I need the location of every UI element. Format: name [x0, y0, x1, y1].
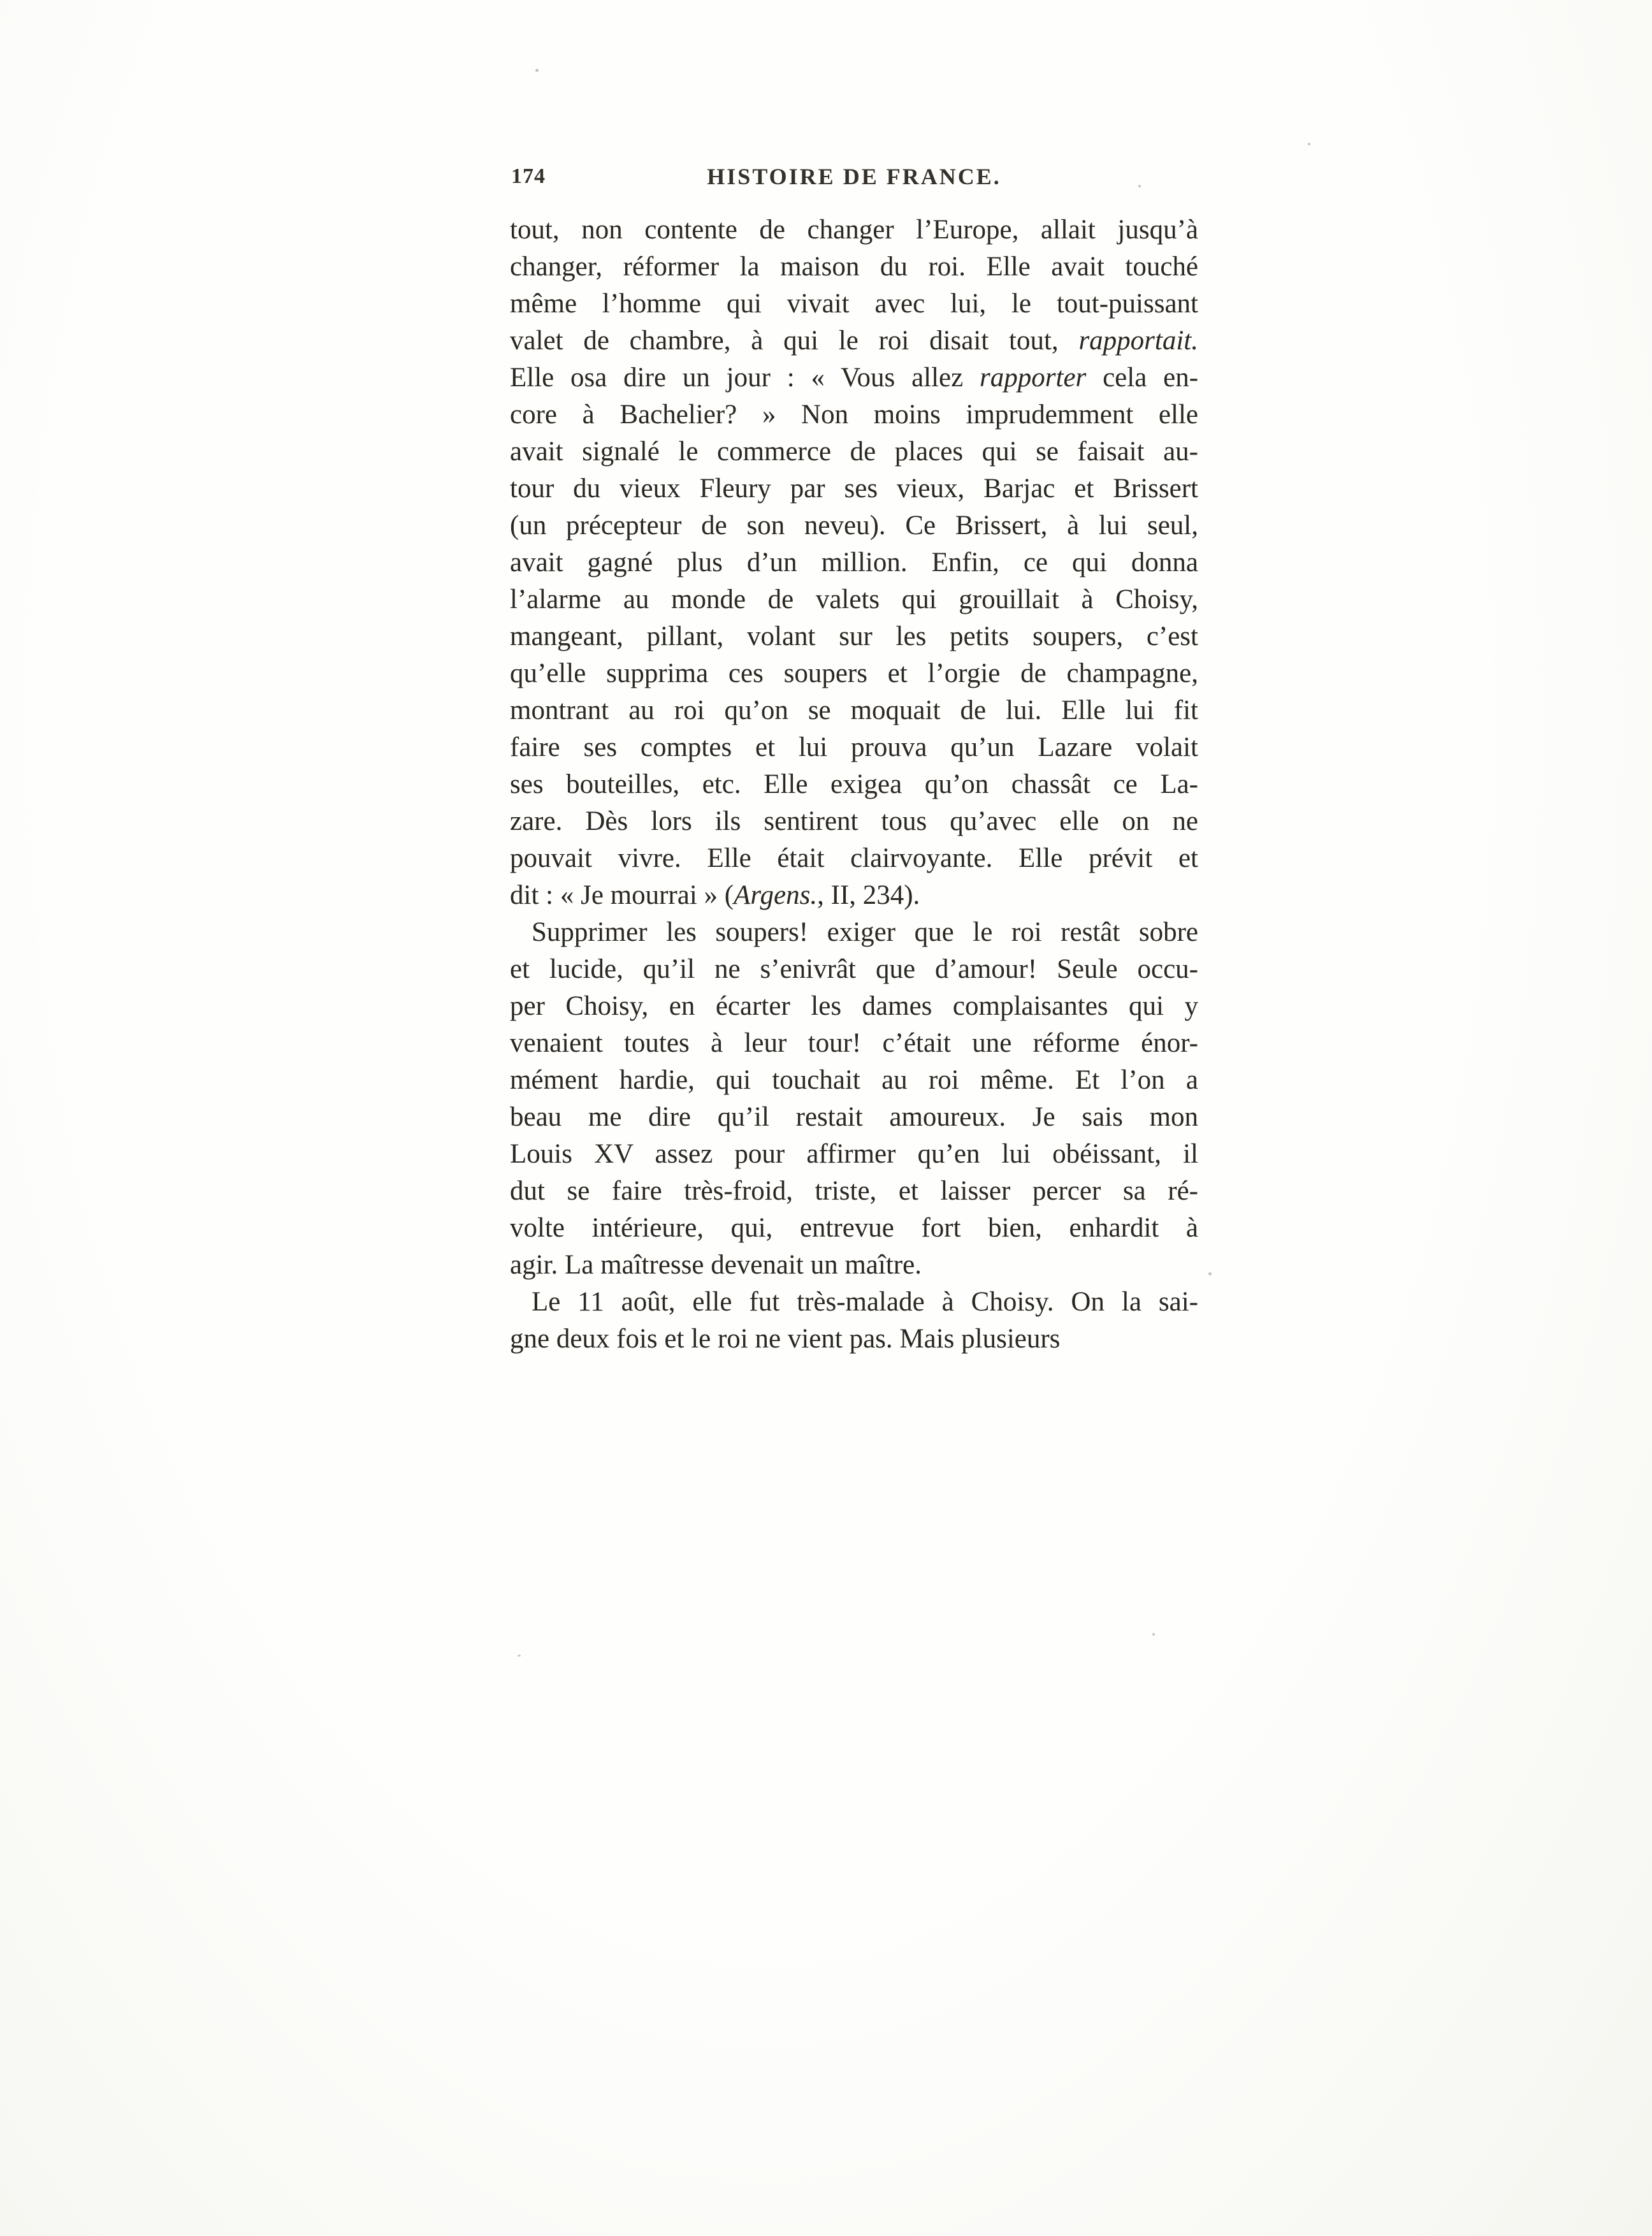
text-line: Louis XV assez pour affirmer qu’en lui obéissant, il	[510, 1139, 1198, 1169]
text-line: agir. La maîtresse devenait un maître.	[510, 1250, 922, 1280]
text-line: core à Bachelier? » Non moins imprudemment elle	[510, 400, 1198, 430]
text-line: ses bouteilles, etc. Elle exigea qu’on chassât ce La-	[510, 769, 1198, 799]
text-line: beau me dire qu’il restait amoureux. Je sais mon	[510, 1102, 1198, 1132]
text-line: Supprimer les soupers! exiger que le roi restât sobre	[532, 917, 1198, 947]
text-area	[510, 161, 1198, 1358]
text-line: dit : « Je mourrai » (Argens., II, 234).	[510, 880, 920, 910]
text-line: l’alarme au monde de valets qui grouillait à Choisy,	[510, 584, 1198, 614]
running-title: HISTOIRE DE FRANCE.	[707, 164, 1001, 189]
text-line: mément hardie, qui touchait au roi même. Et l’on a	[510, 1065, 1198, 1095]
text-line: (un précepteur de son neveu). Ce Brissert, à lui seul,	[510, 511, 1198, 541]
scan-speck	[1308, 143, 1310, 145]
paragraph	[510, 212, 1198, 914]
text-block	[510, 212, 1198, 1358]
text-line: avait signalé le commerce de places qui se faisait au-	[510, 437, 1198, 467]
scan-speck	[1152, 1633, 1155, 1636]
text-line: montrant au roi qu’on se moquait de lui. Elle lui fit	[510, 695, 1198, 725]
text-line: dut se faire très-froid, triste, et laisser percer sa ré-	[510, 1176, 1198, 1206]
text-line: zare. Dès lors ils sentirent tous qu’avec elle on ne	[510, 806, 1198, 836]
text-line: Elle osa dire un jour : « Vous allez rapporter cela en-	[510, 363, 1199, 393]
text-line: mangeant, pillant, volant sur les petits soupers, c’est	[510, 621, 1198, 651]
text-line: tout, non contente de changer l’Europe, allait jusqu’à	[510, 215, 1198, 245]
scan-speck	[518, 1655, 521, 1657]
scan-speck	[535, 69, 539, 72]
text-line: pouvait vivre. Elle était clairvoyante. Elle prévit et	[510, 843, 1198, 873]
running-head	[510, 161, 1198, 198]
text-line: faire ses comptes et lui prouva qu’un Lazare volait	[510, 732, 1198, 762]
paragraph	[510, 914, 1198, 1284]
scan-speck	[1208, 1272, 1212, 1275]
text-line: venaient toutes à leur tour! c’était une réforme énor-	[510, 1028, 1198, 1058]
text-line: valet de chambre, à qui le roi disait tout, rapportait.	[510, 326, 1198, 356]
text-line: et lucide, qu’il ne s’enivrât que d’amour! Seule occu-	[510, 954, 1198, 984]
text-line: qu’elle supprima ces soupers et l’orgie de champagne,	[510, 658, 1198, 688]
text-line: tour du vieux Fleury par ses vieux, Barjac et Brissert	[510, 474, 1198, 504]
text-line: gne deux fois et le roi ne vient pas. Mais plusieurs	[510, 1324, 1061, 1354]
text-line: volte intérieure, qui, entrevue fort bien, enhardit à	[510, 1213, 1198, 1243]
paragraph	[510, 1284, 1198, 1358]
text-line: avait gagné plus d’un million. Enfin, ce qui donna	[510, 548, 1198, 577]
page-number: 174	[511, 164, 546, 188]
text-line: per Choisy, en écarter les dames complaisantes qui y	[510, 991, 1198, 1021]
text-line: même l’homme qui vivait avec lui, le tout-puissant	[510, 289, 1198, 319]
text-line: Le 11 août, elle fut très-malade à Choisy. On la sai-	[532, 1287, 1198, 1317]
text-line: changer, réformer la maison du roi. Elle avait touché	[510, 252, 1198, 282]
